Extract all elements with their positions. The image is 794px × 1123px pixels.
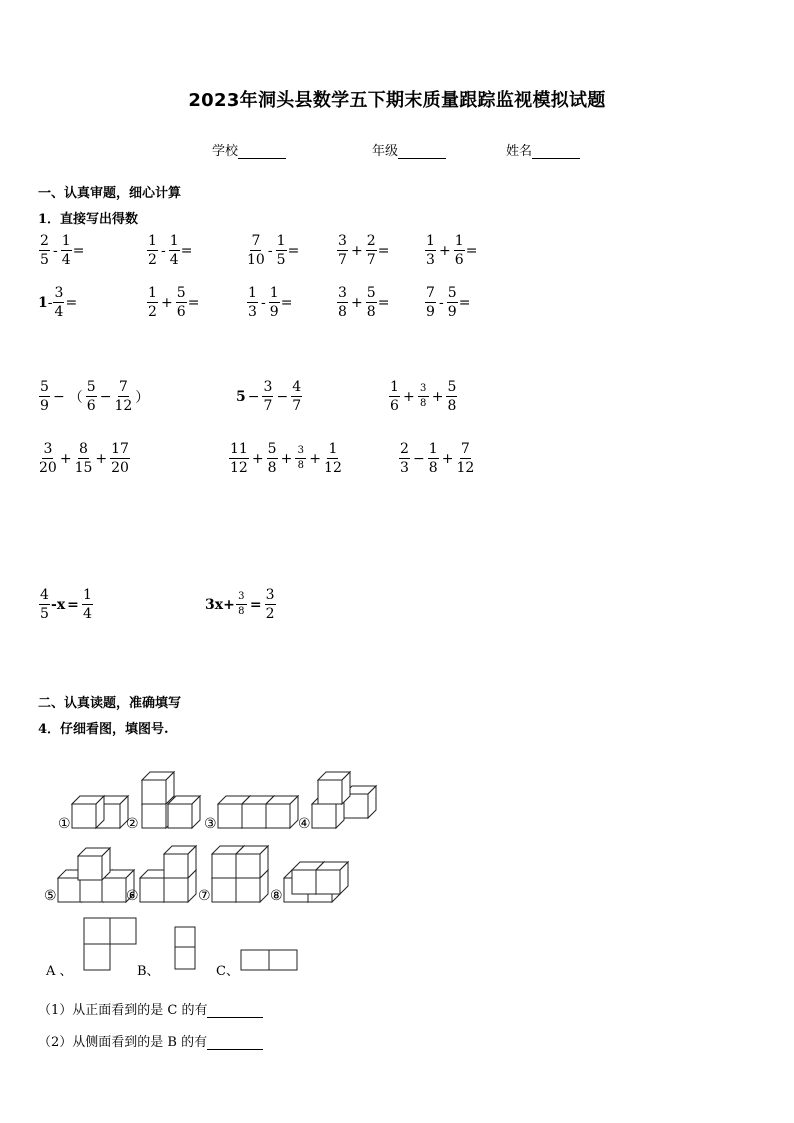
- fraction: $\frac{1}{5}$: [276, 233, 286, 268]
- fraction: $\frac{5}{8}$: [366, 285, 376, 320]
- name-blank[interactable]: [532, 145, 580, 159]
- fraction: $\frac{3}{2}$: [265, 587, 275, 622]
- fraction: $\frac{3}{8}$: [338, 285, 347, 320]
- fraction: $\frac{2}{7}$: [366, 233, 376, 268]
- fraction: $\frac{7}{12}$: [456, 441, 475, 476]
- fraction: $\frac{3}{4}$: [54, 285, 64, 320]
- answer-blank-1[interactable]: [207, 1004, 263, 1018]
- fraction: $\frac{2}{5}$: [40, 233, 49, 268]
- q1-item: $\frac{3}{8}$ + $\frac{5}{8}$ =: [338, 285, 390, 320]
- cube: [236, 846, 268, 878]
- cube: [72, 796, 104, 828]
- q1-item: 1 - $\frac{3}{4}$ =: [38, 285, 78, 320]
- fraction: $\frac{1}{8}$: [428, 441, 438, 476]
- figure-number: ④: [298, 816, 311, 832]
- view-square: [110, 918, 136, 944]
- view-square: [241, 950, 269, 970]
- page-title: 2023年洞头县数学五下期末质量跟踪监视模拟试题: [188, 90, 606, 111]
- q2-expression-6: $\frac{2}{3}$ − $\frac{1}{8}$ + $\frac{7}{12}$: [400, 441, 475, 476]
- name-label: 姓名: [506, 144, 533, 159]
- fraction: $\frac{5}{8}$: [267, 441, 277, 476]
- fraction: $\frac{11}{12}$: [230, 441, 248, 476]
- sub-question-2-text: （2）从侧面看到的是 B 的有: [38, 1035, 208, 1050]
- fraction: $\frac{5}{9}$: [447, 285, 457, 320]
- fraction: $\frac{1}{3}$: [248, 285, 257, 320]
- fraction: $\frac{1}{4}$: [82, 587, 92, 622]
- answer-blank-2[interactable]: [207, 1036, 263, 1050]
- fraction: $\frac{4}{5}$: [40, 587, 49, 622]
- q2-expression-3: $\frac{1}{6}$ + $\frac{3}{8}$ + $\frac{5}{8}$: [390, 379, 457, 414]
- section-1-heading: 一、认真审题，细心计算: [38, 186, 182, 201]
- view-square: [84, 944, 110, 970]
- q1-item: $\frac{3}{7}$ + $\frac{2}{7}$ =: [338, 233, 390, 268]
- school-label: 学校: [212, 144, 239, 159]
- q1-item: $\frac{1}{3}$ + $\frac{1}{6}$ =: [426, 233, 478, 268]
- fraction: $\frac{1}{12}$: [324, 441, 342, 476]
- fraction: $\frac{1}{6}$: [390, 379, 399, 414]
- sub-question-1-text: （1）从正面看到的是 C 的有: [38, 1003, 208, 1018]
- cube: [266, 796, 298, 828]
- sub-question-1: [38, 999, 263, 1018]
- fraction: $\frac{1}{4}$: [61, 233, 71, 268]
- sub-question-2: [38, 1031, 263, 1050]
- cube: [168, 796, 200, 828]
- figure-number: ⑤: [44, 888, 57, 904]
- fraction: $\frac{2}{3}$: [400, 441, 409, 476]
- q2-expression-5: $\frac{11}{12}$ + $\frac{5}{8}$ + $\frac{3}{8}$ + $\frac{1}{12}$: [230, 441, 342, 476]
- cube: [78, 848, 110, 880]
- figure-number: ①: [58, 816, 71, 832]
- name-field: [506, 140, 580, 159]
- section-2-heading: 二、认真读题，准确填写: [38, 696, 182, 711]
- fraction: $\frac{3}{8}$: [418, 384, 429, 409]
- cube-figures: [0, 760, 794, 980]
- fraction: $\frac{17}{20}$: [111, 441, 129, 476]
- cube: [164, 846, 196, 878]
- cube: [318, 772, 350, 804]
- q1-item: $\frac{7}{9}$ - $\frac{5}{9}$ =: [426, 285, 471, 320]
- fraction: $\frac{8}{15}$: [74, 441, 93, 476]
- question-1-title: 1．直接写出得数: [38, 212, 139, 227]
- fraction: $\frac{5}{8}$: [447, 379, 457, 414]
- view-a-label: A 、: [46, 964, 73, 979]
- q1-item: $\frac{7}{10}$ - $\frac{1}{5}$ =: [247, 233, 300, 268]
- fraction: $\frac{5}{6}$: [176, 285, 186, 320]
- fraction: $\frac{3}{8}$: [236, 592, 247, 617]
- view-c-label: C、: [216, 964, 239, 979]
- q2-expression-1: $\frac{5}{9}$ − （ $\frac{5}{6}$ − $\frac{7}{12}$ ）: [40, 379, 150, 414]
- grade-blank[interactable]: [398, 145, 446, 159]
- school-field: [212, 140, 286, 159]
- fraction: $\frac{3}{7}$: [338, 233, 347, 268]
- cube: [142, 772, 174, 804]
- figure-number: ⑦: [198, 888, 211, 904]
- fraction: $\frac{7}{9}$: [426, 285, 435, 320]
- fraction: $\frac{1}{6}$: [454, 233, 464, 268]
- fraction: $\frac{1}{4}$: [169, 233, 179, 268]
- fraction: $\frac{4}{7}$: [292, 379, 302, 414]
- q2-expression-2: 5 − $\frac{3}{7}$ − $\frac{4}{7}$: [236, 379, 302, 414]
- figure-number: ③: [204, 816, 217, 832]
- fraction: $\frac{5}{6}$: [86, 379, 96, 414]
- figure-number: ②: [126, 816, 139, 832]
- q2-expression-4: $\frac{3}{20}$ + $\frac{8}{15}$ + $\frac{17}{20}$: [39, 441, 129, 476]
- fraction: $\frac{3}{7}$: [263, 379, 273, 414]
- q3-equation-2: 3x + $\frac{3}{8}$ = $\frac{3}{2}$: [205, 587, 275, 622]
- q3-equation-1: $\frac{4}{5}$ - x = $\frac{1}{4}$: [40, 587, 92, 622]
- view-b-label: B、: [137, 964, 160, 979]
- view-square: [84, 918, 110, 944]
- fraction: $\frac{1}{3}$: [426, 233, 435, 268]
- q1-item: $\frac{1}{2}$ + $\frac{5}{6}$ =: [148, 285, 200, 320]
- q1-item: $\frac{1}{2}$ - $\frac{1}{4}$ =: [148, 233, 193, 268]
- figure-number: ⑧: [270, 888, 283, 904]
- fraction: $\frac{1}{2}$: [148, 285, 157, 320]
- fraction: $\frac{3}{8}$: [295, 446, 306, 471]
- fraction: $\frac{3}{20}$: [39, 441, 57, 476]
- fraction: $\frac{1}{9}$: [269, 285, 279, 320]
- view-square: [175, 947, 195, 969]
- fraction: $\frac{5}{9}$: [40, 379, 49, 414]
- fraction: $\frac{7}{10}$: [247, 233, 265, 268]
- grade-field: [372, 140, 446, 159]
- q1-item: $\frac{1}{3}$ - $\frac{1}{9}$ =: [248, 285, 293, 320]
- figure-number: ⑥: [126, 888, 139, 904]
- fraction: $\frac{1}{2}$: [148, 233, 157, 268]
- question-4-title: 4．仔细看图，填图号.: [38, 722, 169, 737]
- view-square: [269, 950, 297, 970]
- fraction: $\frac{7}{12}$: [114, 379, 133, 414]
- view-square: [175, 927, 195, 947]
- cube: [316, 862, 348, 894]
- school-blank[interactable]: [238, 145, 286, 159]
- grade-label: 年级: [372, 144, 399, 159]
- q1-item: $\frac{2}{5}$ - $\frac{1}{4}$ =: [40, 233, 85, 268]
